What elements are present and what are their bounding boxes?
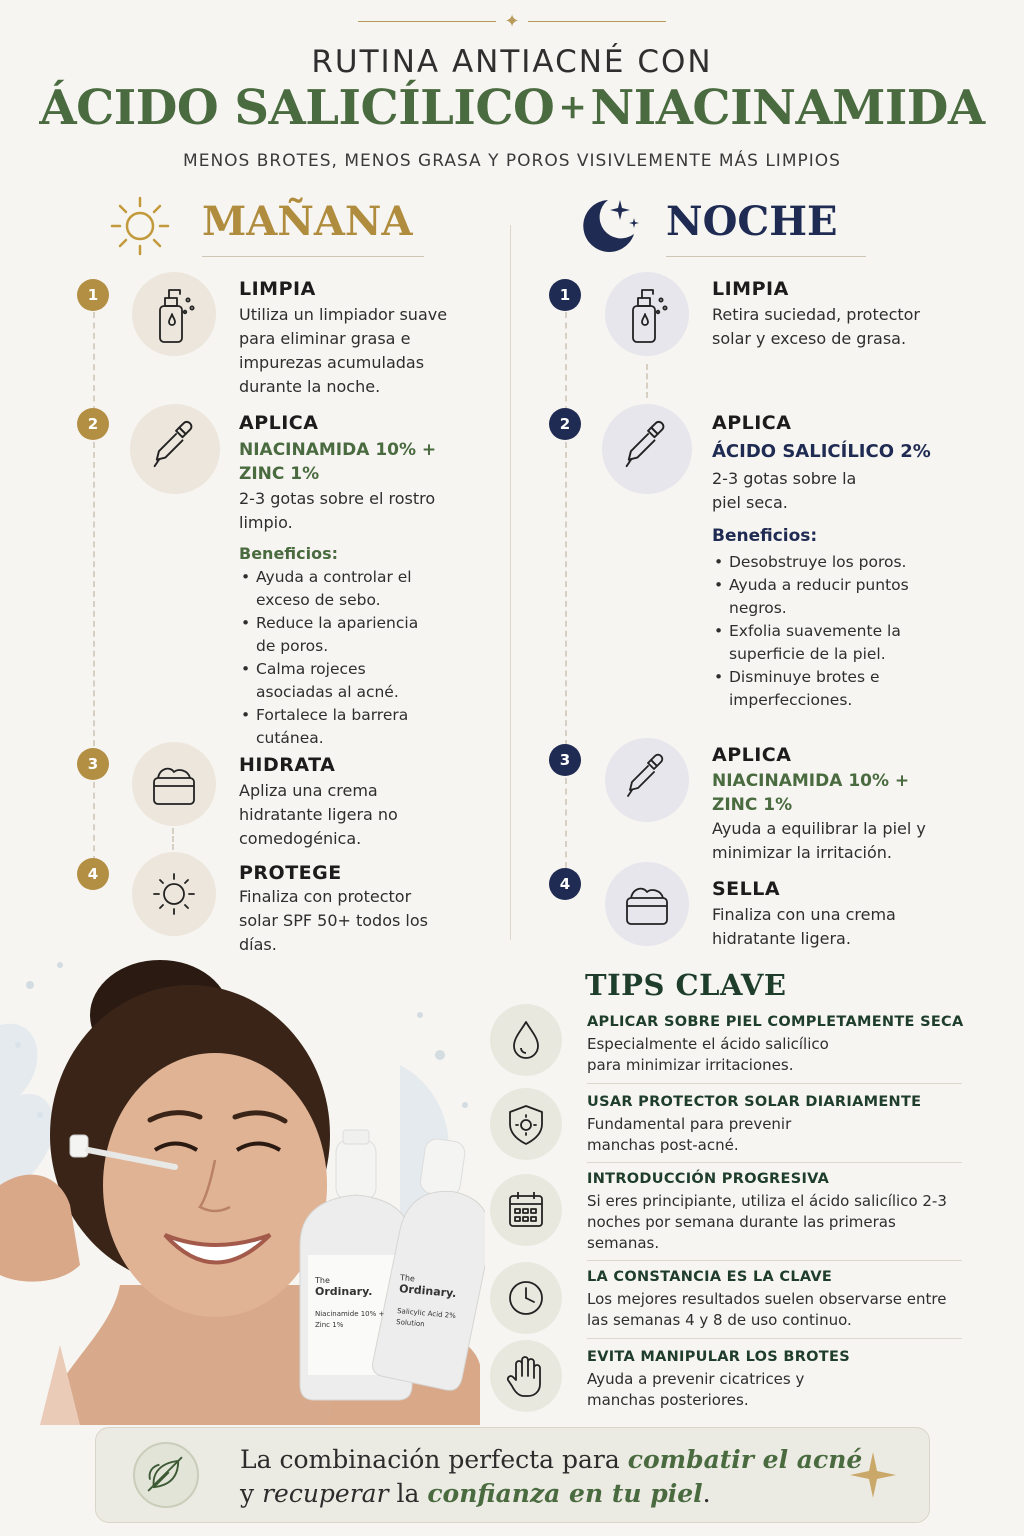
list-item: • Exfolia suavemente la superficie de la piel. xyxy=(712,620,937,666)
tip-divider xyxy=(587,1083,962,1084)
night-step-1-number: 1 xyxy=(549,279,581,311)
tips-title: TIPS CLAVE xyxy=(585,968,787,1002)
tip-divider xyxy=(587,1260,962,1261)
model-photo xyxy=(0,945,485,1425)
sun-shield-icon xyxy=(490,1088,562,1160)
hand-icon xyxy=(490,1340,562,1412)
morning-step-4-text: Finaliza con protector solar SPF 50+ todos los días. xyxy=(239,887,428,954)
pump-bottle-icon xyxy=(132,272,216,356)
list-item: • Disminuye brotes e imperfecciones. xyxy=(712,666,937,712)
night-benefits-list xyxy=(712,551,937,712)
tip-1-text: Especialmente el ácido salicílico para minimizar irritaciones. xyxy=(587,1035,829,1074)
brand-text: The xyxy=(315,1276,330,1285)
column-divider xyxy=(510,225,511,940)
product-name: Salicylic Acid 2% Solution xyxy=(395,1307,457,1329)
title-niacinamide: NIACINAMIDA xyxy=(590,80,985,136)
closing-message xyxy=(240,1443,862,1511)
banner-highlight-2: confianza en tu piel xyxy=(427,1479,703,1508)
night-benefits-title: Beneficios: xyxy=(712,526,818,546)
night-connector xyxy=(565,442,567,746)
brand-text: Ordinary. xyxy=(398,1282,457,1301)
morning-step-2-text: 2-3 gotas sobre el rostro limpio. xyxy=(239,489,436,532)
tip-5-title: EVITA MANIPULAR LOS BROTES xyxy=(587,1349,850,1365)
moon-icon xyxy=(574,194,644,256)
night-step-4-text: Finaliza con una crema hidratante ligera. xyxy=(712,905,896,948)
clock-icon xyxy=(490,1262,562,1334)
list-item: • Desobstruye los poros. xyxy=(712,551,937,574)
night-step-2-number: 2 xyxy=(549,408,581,440)
list-item: • Ayuda a reducir puntos negros. xyxy=(712,574,937,620)
sun-icon xyxy=(108,194,172,258)
list-item: • Fortalece la barrera cutánea. xyxy=(239,704,439,750)
banner-text-c: y xyxy=(240,1479,263,1508)
dropper-icon xyxy=(602,404,692,494)
morning-connector xyxy=(93,782,95,862)
title-plus: + xyxy=(558,87,587,127)
banner-text-a: La combinación perfecta para xyxy=(240,1445,628,1474)
tip-4-text: Los mejores resultados suelen observarse entre las semanas 4 y 8 de uso continuo. xyxy=(587,1290,947,1329)
sparkle-icon: ✦ xyxy=(504,11,520,32)
banner-text-d: recuperar xyxy=(262,1479,389,1508)
night-step-2-title: APLICA xyxy=(712,412,792,434)
bottle2-label xyxy=(396,1272,469,1334)
morning-benefits-title: Beneficios: xyxy=(239,544,339,563)
morning-step-1-text: Utiliza un limpiador suave para eliminar grasa e impurezas acumuladas durante la noche. xyxy=(239,305,448,396)
calendar-icon xyxy=(490,1174,562,1246)
sun-icon xyxy=(132,852,216,936)
night-step-4-number: 4 xyxy=(549,868,581,900)
tip-1-title: APLICAR SOBRE PIEL COMPLETAMENTE SECA xyxy=(587,1014,964,1030)
morning-step-3-title: HIDRATA xyxy=(239,754,336,776)
list-item: • Calma rojeces asociadas al acné. xyxy=(239,658,439,704)
sparkle-icon xyxy=(848,1450,898,1500)
ornament-line-right xyxy=(528,21,666,22)
night-step-4-title: SELLA xyxy=(712,878,781,900)
morning-step-3-text: Apliza una crema hidratante ligera no comedogénica. xyxy=(239,781,398,848)
brand-text: The xyxy=(399,1273,416,1284)
morning-step-4-number: 4 xyxy=(77,858,109,890)
morning-step-4-title: PROTEGE xyxy=(239,862,342,884)
page-title-line1: RUTINA ANTIACNÉ CON xyxy=(311,44,713,80)
tip-2-title: USAR PROTECTOR SOLAR DIARIAMENTE xyxy=(587,1094,922,1110)
bottle1-label xyxy=(315,1275,400,1331)
morning-step-2-title: APLICA xyxy=(239,412,319,434)
morning-title: MAÑANA xyxy=(202,198,413,245)
top-ornament xyxy=(358,12,666,32)
tip-3-text: Si eres principiante, utiliza el ácido salicílico 2-3 noches por semana durante las primeras semanas. xyxy=(587,1192,947,1252)
list-item: • Ayuda a controlar el exceso de sebo. xyxy=(239,566,439,612)
night-step-1-text: Retira suciedad, protector solar y exceso de grasa. xyxy=(712,305,921,348)
morning-step-2-number: 2 xyxy=(77,408,109,440)
night-step-3-number: 3 xyxy=(549,744,581,776)
tip-3-title: INTRODUCCIÓN PROGRESIVA xyxy=(587,1171,830,1187)
dropper-icon xyxy=(130,404,220,494)
title-salicylic: ÁCIDO SALICÍLICO xyxy=(39,80,555,136)
night-rule xyxy=(666,256,866,257)
cream-jar-icon xyxy=(132,742,216,826)
tip-divider xyxy=(587,1338,962,1339)
dropper-icon xyxy=(605,738,689,822)
brand-text: Ordinary. xyxy=(315,1285,373,1298)
tip-divider xyxy=(587,1162,962,1163)
morning-step-3-number: 3 xyxy=(77,748,109,780)
water-drop-icon xyxy=(490,1004,562,1076)
page-subtitle: MENOS BROTES, MENOS GRASA Y POROS VISIVLEMENTE MÁS LIMPIOS xyxy=(183,151,841,171)
night-step-2-text: 2-3 gotas sobre la piel seca. xyxy=(712,469,857,512)
morning-connector xyxy=(93,312,95,412)
list-item: • Reduce la apariencia de poros. xyxy=(239,612,439,658)
morning-step-2-product: NIACINAMIDA 10% + ZINC 1% xyxy=(239,440,437,484)
morning-benefits-list xyxy=(239,566,439,750)
banner-text-g: . xyxy=(702,1479,711,1508)
night-connector xyxy=(565,312,567,412)
night-step-3-product: NIACINAMIDA 10% + ZINC 1% xyxy=(712,771,910,815)
morning-step-1-number: 1 xyxy=(77,279,109,311)
night-connector xyxy=(565,778,567,868)
tip-4-title: LA CONSTANCIA ES LA CLAVE xyxy=(587,1269,833,1285)
icon-connector xyxy=(646,364,648,398)
banner-highlight-1: combatir el acné xyxy=(627,1445,863,1474)
tip-5-text: Ayuda a prevenir cicatrices y manchas posteriores. xyxy=(587,1370,805,1409)
night-step-1-title: LIMPIA xyxy=(712,278,789,300)
night-title: NOCHE xyxy=(666,198,838,245)
morning-step-1-title: LIMPIA xyxy=(239,278,316,300)
night-step-3-text: Ayuda a equilibrar la piel y minimizar la irritación. xyxy=(712,819,926,862)
tip-2-text: Fundamental para prevenir manchas post-acné. xyxy=(587,1115,792,1154)
cream-jar-icon xyxy=(605,862,689,946)
morning-rule xyxy=(202,256,424,257)
night-step-2-product: ÁCIDO SALICÍLICO 2% xyxy=(712,441,931,462)
product-name: Niacinamide 10% + Zinc 1% xyxy=(315,1310,385,1329)
night-step-3-title: APLICA xyxy=(712,744,792,766)
ornament-line-left xyxy=(358,21,496,22)
leaf-icon xyxy=(133,1442,199,1508)
page-title-line2 xyxy=(0,80,1024,136)
banner-text-e: la xyxy=(388,1479,428,1508)
morning-connector xyxy=(93,442,95,756)
icon-connector xyxy=(172,828,174,850)
pump-bottle-icon xyxy=(605,272,689,356)
